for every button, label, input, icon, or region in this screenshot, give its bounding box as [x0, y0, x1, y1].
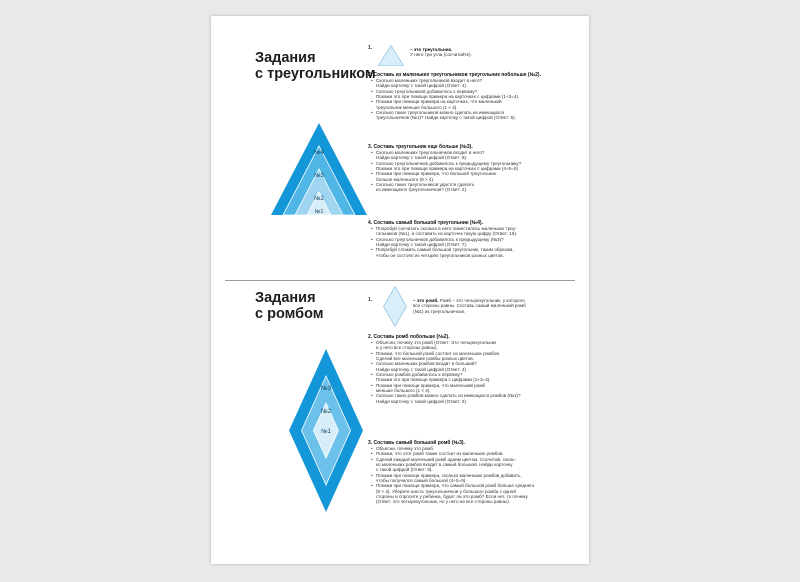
task-item: Покажи это при помощи примера на карточках с цифрами (1+3=4). — [376, 94, 520, 100]
task-item: Найди карточку с такой цифрой (Ответ: 9). — [376, 155, 468, 161]
task-title: 2. Составь ромб побольше (№2). — [368, 334, 450, 340]
rhombus-icon — [383, 286, 407, 327]
rhombus-section-heading — [255, 290, 324, 322]
task-item: больше маленького (9 > 4). — [376, 176, 435, 182]
task-item: Покажи это при помощи примера с цифрами (1+3=4). — [376, 377, 491, 383]
nested-triangles-figure — [271, 123, 367, 215]
task-item: • Сколько ромбов добавилось к первому? — [368, 372, 580, 377]
triangle-label-3: №3 — [314, 173, 324, 179]
task-item: Найди карточку с такой цифрой (Ответ: 4). — [376, 83, 468, 89]
task-title: 3. Составь самый большой ромб (№3). — [368, 440, 465, 446]
task-item: ко маленьких ромбов входит в самый большой. Найди карточку — [376, 462, 513, 468]
intro-number: 1. — [368, 45, 373, 51]
heading-line: Задания — [255, 50, 316, 66]
task-item: и у него все стороны равны). — [376, 345, 438, 351]
task-item: • Сколько маленьких треугольничков входит в него? — [368, 150, 580, 155]
task-block — [368, 144, 580, 193]
triangle-label-2: №2 — [314, 196, 324, 202]
intro-text — [410, 47, 580, 58]
rhombus-tasks-column — [368, 286, 580, 330]
task-item: • Покажи, что этот ромб также состоит из маленьких ромбов. — [368, 451, 580, 456]
task-block — [368, 220, 580, 258]
task-item: • Покажи при помощи примера, что самый большой ромб больше среднего — [368, 483, 580, 488]
rhombus-intro — [368, 286, 580, 330]
worksheet-page — [211, 16, 589, 564]
intro-line: Ромб – это четырехугольник, у которого — [439, 298, 525, 303]
task-item: стороны и спросите у ребенка, будет ли это ромб? Если нет, то почему — [376, 494, 528, 500]
task-item: • Сколько треугольников добавилось к первому? — [368, 89, 580, 94]
rhombus-label-2: №2 — [320, 408, 332, 415]
rhombus-label-1: №1 — [321, 429, 331, 435]
nested-rhombus-figure — [289, 349, 363, 512]
task-item: Найди карточку с такой цифрой (Ответ: 7). — [376, 242, 468, 248]
task-block — [368, 440, 580, 505]
task-title: 4. Составь самый большой треугольник (№4). — [368, 220, 483, 226]
task-item: Сделай все маленькие ромбы разных цветов. — [376, 356, 475, 362]
task-item: • Покажи при помощи примера, что маленький ромб — [368, 383, 580, 388]
intro-line: У него три угла (сосчитайте). — [410, 52, 472, 58]
triangle-tasks-column — [368, 46, 580, 68]
task-item: меньше большого (1 < 4). — [376, 388, 431, 394]
task-item: • Сколько таких ромбов можно сделать из имеющихся ромбов (№1)? — [368, 393, 580, 398]
task-title: 3. Составь треугольник еще больше (№3). — [368, 144, 473, 150]
heading-line: Задания — [255, 290, 316, 306]
task-item: треугольник меньше большого (1 < 4). — [376, 104, 458, 110]
task-item: • Покажи при помощи примера на карточках, что маленький — [368, 99, 580, 104]
task-item: гольников (№1), и составить из карточек такую цифру (Ответ: 16). — [376, 231, 518, 237]
triangle-label-1: №1 — [314, 209, 324, 215]
intro-bold: – это ромб. — [413, 298, 439, 303]
task-item: • Попробуй сложить самый большой треугольник, таким образом, — [368, 247, 580, 252]
task-item: • Покажи при помощи примера, сколько маленьких ромбов добавить, — [368, 473, 580, 478]
intro-text — [413, 298, 580, 314]
task-block — [368, 72, 580, 121]
triangle-intro — [368, 46, 580, 68]
task-item: Найди карточку с такой цифрой (Ответ: 4). — [376, 366, 468, 372]
task-item: • Попробуй сосчитать сколько в него поместилось маленьких треу- — [368, 226, 580, 231]
task-item: • Сколько треугольничков добавилось к предыдущему треугольнику? — [368, 161, 580, 166]
task-item: • Сколько маленьких треугольников входит в него? — [368, 78, 580, 83]
section-divider — [225, 280, 575, 281]
task-item: чтобы получился самый большой (4+5=9). — [376, 478, 467, 484]
intro-number: 1. — [368, 297, 373, 303]
task-item: • Объясни, почему это ромб (Ответ: Это четырехугольник — [368, 340, 580, 345]
task-block — [368, 334, 580, 404]
task-item: • Сколько таких треугольников удастся сделать — [368, 182, 580, 187]
triangle-label-4: №4 — [314, 150, 324, 156]
rhombus-label-3: №3 — [320, 385, 332, 392]
triangle-icon — [378, 45, 404, 66]
task-item: Покажи это при помощи примера на карточках с цифрами (4+5=9). — [376, 166, 520, 172]
intro-line: все стороны равны. Составь самый маленький ромб — [413, 303, 526, 309]
intro-bold: – это треугольник. — [410, 47, 453, 52]
task-item: чтобы он состоял из четырех треугольников разных цветов. — [376, 252, 504, 258]
intro-line: (№1) из треугольничков. — [413, 308, 466, 314]
heading-line: с ромбом — [255, 306, 324, 322]
task-item: из имеющихся треугольничков? (Ответ: 2). — [376, 187, 468, 193]
task-item: • Сколько треугольничков добавилось к предыдущему (№3)? — [368, 237, 580, 242]
task-item: (9 > 4). Уберите шесть треугольничков у большого ромба с одной — [376, 488, 516, 494]
task-item: треугольничков (№1)? Найди карточку с такой цифрой (Ответ: 5). — [376, 115, 516, 121]
task-item: • Сколько маленьких ромбов входит в больший? — [368, 361, 580, 366]
task-title: 2. Составь из маленьких треугольников треугольник побольше (№2). — [368, 72, 541, 78]
task-item: • Сколько таких треугольников можно сделать из имеющихся — [368, 110, 580, 115]
heading-line: с треугольником — [255, 66, 376, 82]
task-item: • Сделай каждый маленький ромб одним цветом. Сосчитай, сколь- — [368, 457, 580, 462]
task-item: (Ответ: это четырехугольник, но у него не все стороны равны). — [376, 499, 510, 505]
task-item: • Покажи, что большой ромб состоит из маленьких ромбов. — [368, 351, 580, 356]
task-item: Найди карточку с такой цифрой (Ответ: 2). — [376, 398, 468, 404]
task-item: • Покажи при помощи примера, что большой треугольник — [368, 171, 580, 176]
triangle-section-heading — [255, 50, 376, 82]
task-item: • Объясни, почему это ромб. — [368, 446, 580, 451]
task-item: с такой цифрой (Ответ: 9). — [376, 467, 433, 473]
